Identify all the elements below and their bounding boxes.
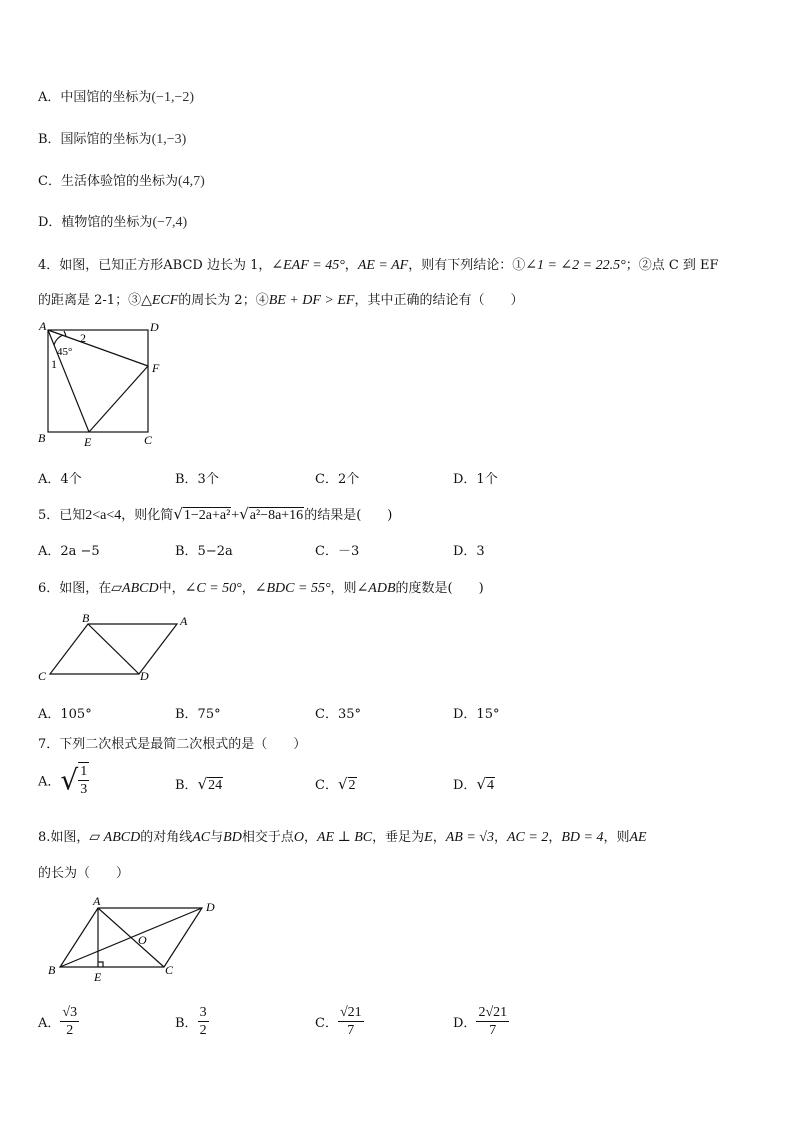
label-d: D <box>150 320 159 334</box>
segment-ef <box>89 366 148 432</box>
q3-option-c: C．生活体验馆的坐标为(4,7) <box>38 174 205 189</box>
q4-figure <box>34 318 174 450</box>
q4-option-d: D．1个 <box>453 472 498 487</box>
label-c: C <box>38 669 47 683</box>
q4-option-c: C．2个 <box>315 472 360 487</box>
q5-option-a: A．2a −5 <box>38 544 100 559</box>
q8-option-b: B． $\frac{3}{2}$ <box>175 1005 207 1038</box>
q7-stem: 7．下列二次根式是最简二次根式的是（ ） <box>38 737 307 752</box>
label-c: C <box>165 963 174 977</box>
q8-option-c: C． $\frac{√21}{7}$ <box>315 1005 362 1038</box>
q8-stem-line1: 8.如图，▱ ABCD的对角线AC与BD相交于点O，AE ⊥ BC，垂足为E，AB = √3，AC = 2，BD = 4，则AE <box>38 830 647 845</box>
label-o: O <box>138 933 147 947</box>
q7-option-a: A．√ $\frac{1}{3}$ <box>38 763 88 797</box>
sqrt-icon: √ <box>197 775 208 793</box>
label-d: D <box>206 900 215 914</box>
label-b: B <box>48 963 56 977</box>
q3-option-a: A．中国馆的坐标为(−1,−2) <box>38 90 195 105</box>
q4-option-a: A．4个 <box>38 472 82 487</box>
q6-stem: 6．如图，在▱ABCD中，∠C = 50°，∠BDC = 55°，则∠ADB的度数是( ) <box>38 581 484 596</box>
sqrt-icon: √ <box>337 775 348 793</box>
q8-stem-line2: 的长为（ ） <box>38 866 130 881</box>
q7-option-c: C．√2 <box>315 775 356 793</box>
right-angle-mark <box>98 962 103 967</box>
label-2: 2 <box>80 331 86 345</box>
q7-option-b: B．√24 <box>175 775 223 793</box>
sqrt-icon: √ <box>60 763 79 797</box>
q6-option-b: B．75° <box>175 707 221 722</box>
q8-option-d: D． $\frac{2√21}{7}$ <box>453 1005 508 1038</box>
q3-option-b: B．国际馆的坐标为(1,−3) <box>38 132 187 147</box>
label-45deg: 45° <box>57 346 73 358</box>
label-d: D <box>140 669 149 683</box>
q5-stem: 5．已知2<a<4，则化简√1−2a+a²+√a²−8a+16的结果是( ) <box>38 505 393 523</box>
q4-option-b: B．3个 <box>175 472 219 487</box>
q5-option-d: D．3 <box>453 544 485 559</box>
q7-option-d: D．√4 <box>453 775 494 793</box>
label-b: B <box>82 611 90 625</box>
label-e: E <box>94 970 102 984</box>
sqrt-icon: √ <box>239 505 249 523</box>
q6-figure <box>34 610 199 686</box>
coord: (4,7) <box>177 174 205 189</box>
label-a: A <box>93 894 101 908</box>
coord: (−1,−2) <box>151 90 195 105</box>
angle-arc <box>54 335 63 345</box>
sqrt-icon: √ <box>173 505 183 523</box>
q4-stem-line2: 的距离是 2-1；③△ECF的周长为 2；④BE + DF > EF，其中正确的结论有（ ） <box>38 293 524 308</box>
label-1: 1 <box>51 357 57 371</box>
q5-option-c: C．－3 <box>315 544 360 559</box>
q3-option-d: D．植物馆的坐标为(−7,4) <box>38 215 188 230</box>
coord: (−7,4) <box>152 215 188 230</box>
label-a: A <box>39 319 47 333</box>
label-c: C <box>144 433 153 447</box>
diagonal-bd <box>60 908 202 967</box>
q8-option-a: A． $\frac{√3}{2}$ <box>38 1005 78 1038</box>
label-a: A <box>180 614 188 628</box>
label-e: E <box>84 435 92 449</box>
sqrt-icon: √ <box>476 775 486 793</box>
q6-option-d: D．15° <box>453 707 500 722</box>
q5-option-b: B．5−2a <box>175 544 233 559</box>
label-b: B <box>38 431 46 445</box>
q6-option-a: A．105° <box>38 707 92 722</box>
diagonal-bd <box>88 624 139 674</box>
label-f: F <box>152 361 160 375</box>
q6-option-c: C．35° <box>315 707 361 722</box>
q8-figure <box>40 890 225 986</box>
q4-stem-line1: 4．如图，已知正方形ABCD 边长为 1，∠EAF = 45°，AE = AF，则有下列结论：①∠1 = ∠2 = 22.5°；②点 C 到 EF <box>38 258 719 273</box>
coord: (1,−3) <box>151 132 187 147</box>
